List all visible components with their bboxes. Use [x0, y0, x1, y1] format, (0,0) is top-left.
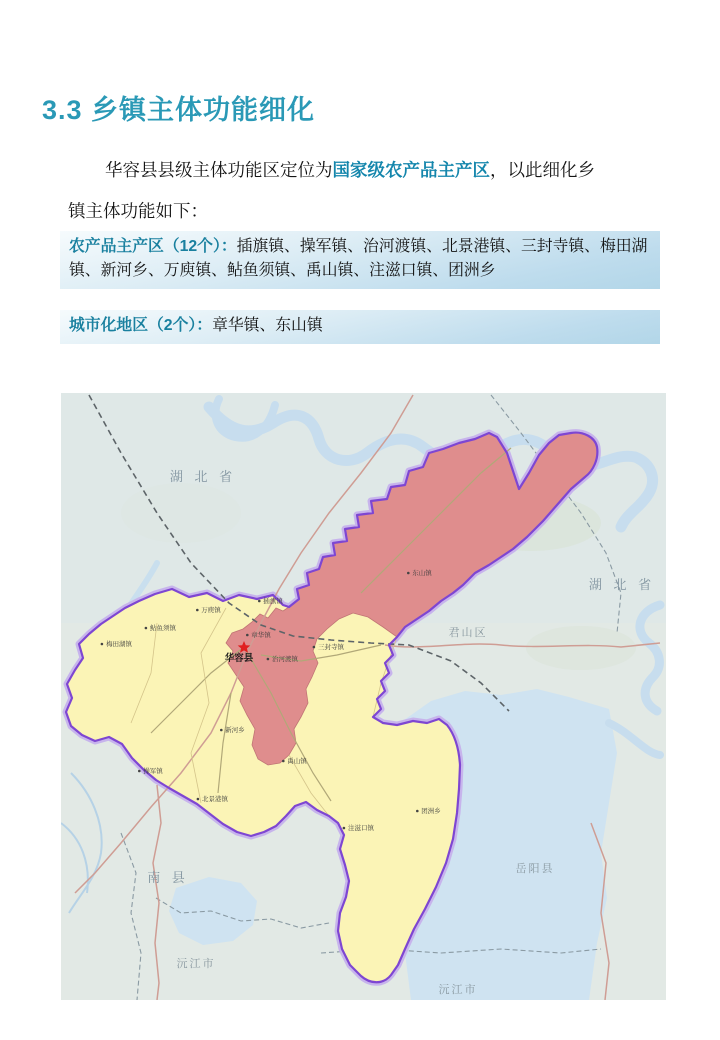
intro-paragraph — [68, 150, 658, 232]
terrain-patch — [121, 483, 241, 543]
map-label: 章华镇 — [251, 632, 271, 639]
urban-zone-towns: 章华镇、东山镇 — [212, 317, 323, 334]
town-dot — [416, 810, 419, 813]
hills-patch — [526, 626, 636, 670]
map-label: 万庾镇 — [201, 607, 221, 614]
map-label: 注滋口镇 — [348, 825, 374, 832]
map-label: 治河渡镇 — [272, 656, 298, 663]
map-label: 东山镇 — [412, 570, 432, 577]
map-label: 湖 北 省 — [588, 577, 656, 592]
town-dot — [138, 770, 141, 773]
agri-zone-label: 农产品主产区（12个）： — [69, 238, 237, 255]
map-label: 北景港镇 — [202, 796, 228, 803]
town-dot — [220, 729, 223, 732]
section-heading: 3.3 乡镇主体功能细化 — [42, 95, 316, 125]
town-dot — [313, 646, 316, 649]
urban-zone-box — [60, 310, 660, 344]
map-label: 梅田湖镇 — [106, 641, 132, 648]
map-label: 湖 北 省 — [169, 469, 237, 484]
map-canvas — [61, 393, 666, 1000]
intro-text-post: ，以此细化乡 — [490, 160, 595, 180]
map-label: 鲇鱼须镇 — [150, 625, 176, 632]
map-label: 岳阳县 — [515, 863, 555, 875]
agri-zone-towns: 插旗镇、操军镇、治河渡镇、北景港镇、三封寺镇、梅田湖镇、新河乡、万庾镇、鲇鱼须镇、禹山镇、注滋口镇、团洲乡 — [69, 238, 648, 279]
town-dot — [267, 658, 270, 661]
agri-zone-box — [60, 231, 660, 289]
town-dot — [145, 627, 148, 630]
map-label: 华容县 — [224, 653, 254, 664]
map-label: 插旗镇 — [263, 598, 283, 605]
intro-text-pre: 华容县县级主体功能区定位为 — [105, 160, 333, 180]
map-label: 操军镇 — [143, 768, 163, 775]
map-label: 团洲乡 — [421, 808, 441, 815]
map-label: 三封寺镇 — [318, 644, 344, 651]
town-dot — [407, 572, 410, 575]
county-function-map — [61, 393, 666, 1000]
town-dot — [258, 600, 261, 603]
town-dot — [197, 798, 200, 801]
town-dot — [196, 609, 199, 612]
town-dot — [101, 643, 104, 646]
map-label: 禹山镇 — [287, 758, 307, 765]
urban-zone-label: 城市化地区（2个）： — [69, 317, 213, 334]
intro-line-2: 镇主体功能如下： — [68, 201, 208, 221]
intro-highlight: 国家级农产品主产区 — [332, 160, 490, 180]
intro-line-1 — [68, 150, 658, 191]
town-dot — [343, 827, 346, 830]
town-dot — [282, 760, 285, 763]
town-dot — [246, 634, 249, 637]
map-label: 沅江市 — [176, 958, 216, 970]
map-label: 新河乡 — [225, 727, 245, 734]
map-label: 沅江市 — [438, 984, 478, 996]
map-label: 南 县 — [147, 870, 189, 885]
map-label: 君山区 — [448, 627, 488, 639]
